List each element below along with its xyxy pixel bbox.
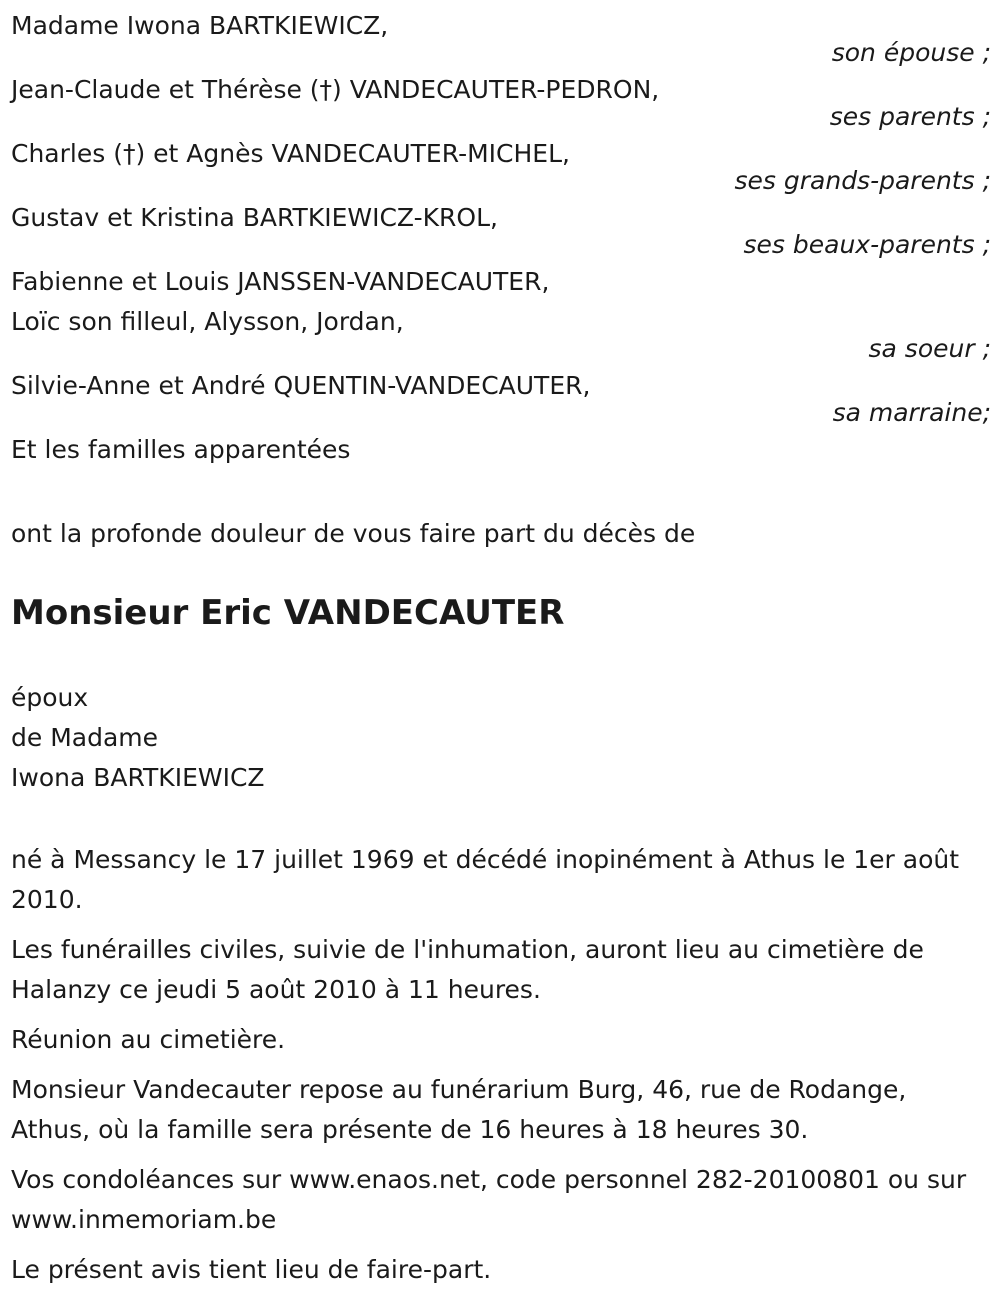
condolences-info: Vos condoléances sur www.enaos.net, code personnel 282-20100801 ou sur www.inmemoriam.be <box>11 1165 967 1234</box>
family-entry <box>11 366 991 426</box>
spouse-line: Iwona BARTKIEWICZ <box>11 763 265 792</box>
birth-death-info: né à Messancy le 17 juillet 1969 et décédé inopinément à Athus le 1er août 2010. <box>11 845 960 914</box>
obituary-notice <box>11 6 991 1300</box>
family-relation: sa marraine; <box>832 398 991 427</box>
family-name: Gustav et Kristina BARTKIEWICZ-KROL, <box>11 203 498 232</box>
funeral-details <box>11 840 991 1290</box>
family-relation: ses beaux-parents ; <box>743 230 991 259</box>
family-entry <box>11 70 991 130</box>
family-relation: sa soeur ; <box>868 334 991 363</box>
family-name: Charles (†) et Agnès VANDECAUTER-MICHEL, <box>11 139 570 168</box>
spouse-line: époux <box>11 683 89 712</box>
spouse-block <box>11 678 991 798</box>
family-relation: son épouse ; <box>831 38 991 67</box>
funeral-info: Les funérailles civiles, suivie de l'inhumation, auront lieu au cimetière de Halanzy ce jeudi 5 août 2010 à 11 heures. <box>11 935 924 1004</box>
deceased-name: Monsieur Eric VANDECAUTER <box>11 593 565 633</box>
notice-info: Le présent avis tient lieu de faire-part. <box>11 1255 492 1284</box>
family-name: Fabienne et Louis JANSSEN-VANDECAUTER, <box>11 267 550 296</box>
spouse-line: de Madame <box>11 723 159 752</box>
family-entry <box>11 134 991 194</box>
family-name: Jean-Claude et Thérèse (†) VANDECAUTER-PEDRON, <box>11 75 660 104</box>
meeting-info: Réunion au cimetière. <box>11 1025 286 1054</box>
family-name: Silvie-Anne et André QUENTIN-VANDECAUTER, <box>11 371 591 400</box>
family-relation: ses grands-parents ; <box>734 166 991 195</box>
family-entry <box>11 198 991 258</box>
family-name: Madame Iwona BARTKIEWICZ, <box>11 11 389 40</box>
visitation-info: Monsieur Vandecauter repose au funérarium Burg, 46, rue de Rodange, Athus, où la famille sera présente de 16 heures à 18 heures 30. <box>11 1075 907 1144</box>
family-relation: ses parents ; <box>829 102 991 131</box>
announcement-intro: ont la profonde douleur de vous faire part du décès de <box>11 519 696 548</box>
families-line: Et les familles apparentées <box>11 435 351 464</box>
family-entry <box>11 262 991 362</box>
family-entry <box>11 6 991 66</box>
family-name-continued: Loïc son filleul, Alysson, Jordan, <box>11 307 404 336</box>
